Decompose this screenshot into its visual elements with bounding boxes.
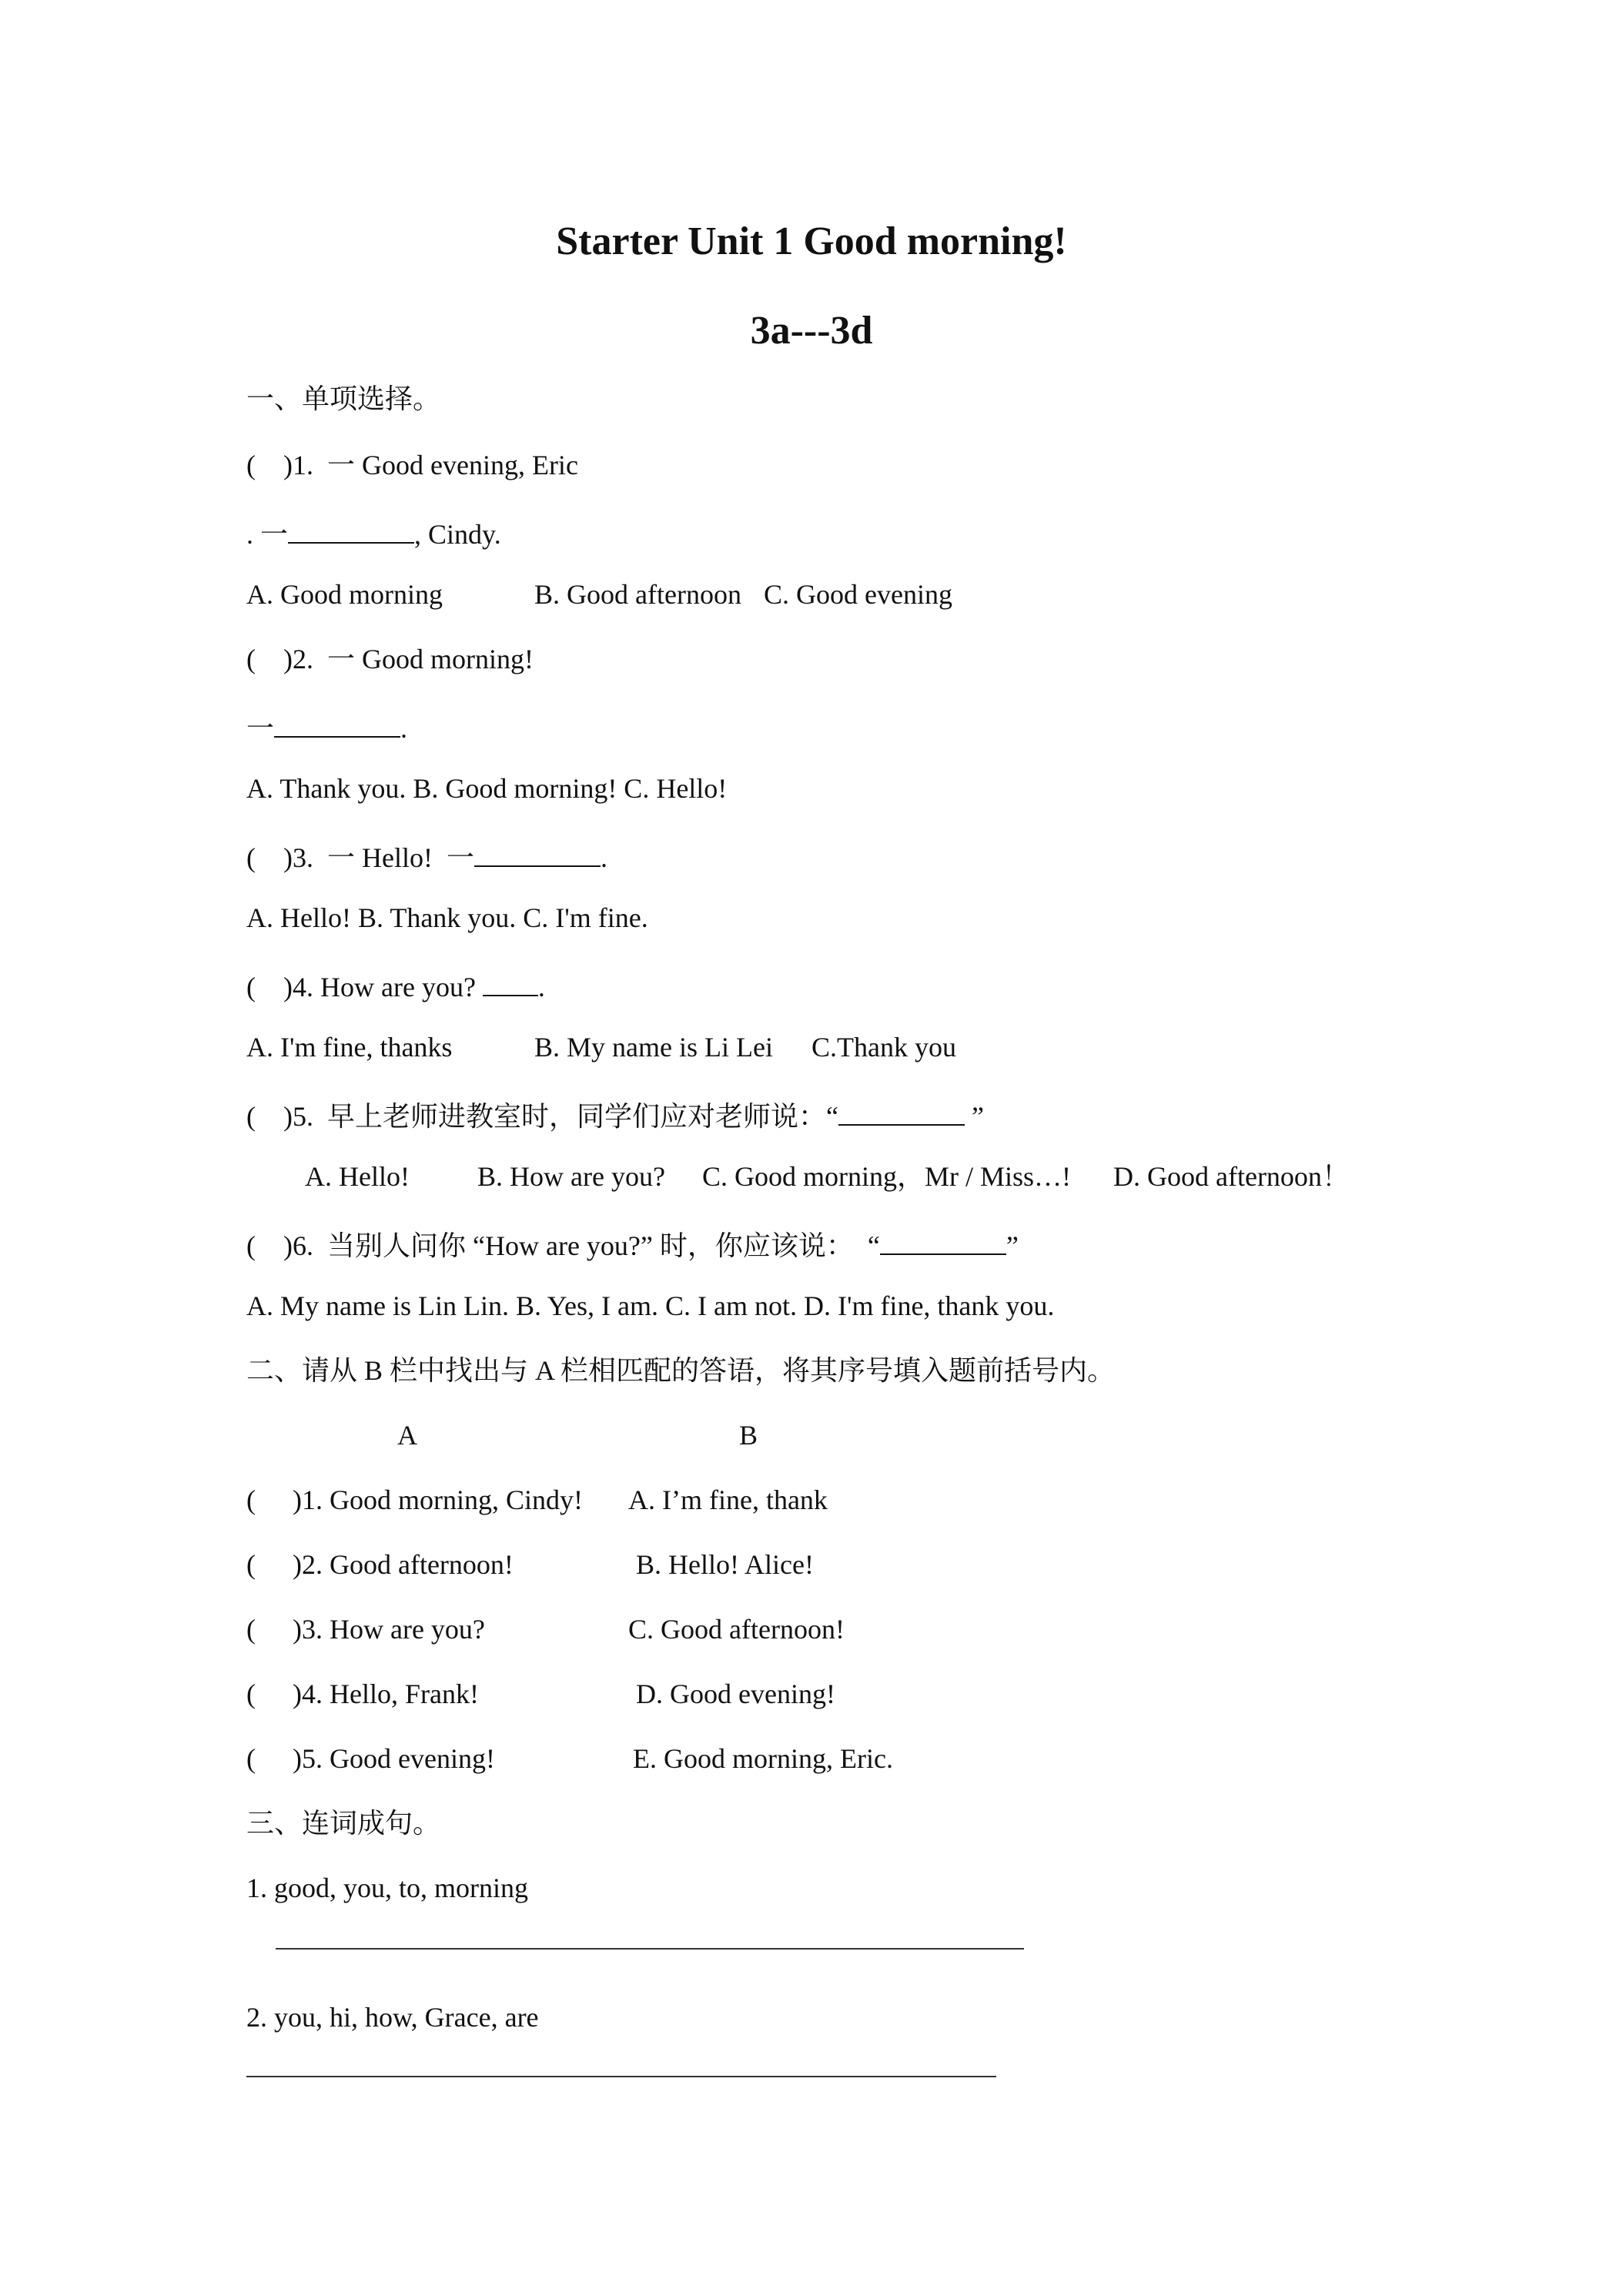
match-row: ( )4. Hello, Frank! D. Good evening! xyxy=(246,1678,835,1709)
question-1: ( )1. 一 Good evening, Eric xyxy=(246,450,578,480)
section2-heading: 二、请从 B 栏中找出与 A 栏相匹配的答语，将其序号填入题前括号内。 xyxy=(246,1355,1116,1386)
page-title: Starter Unit 1 Good morning! xyxy=(556,219,1067,263)
answer-blank[interactable] xyxy=(274,710,400,738)
page-subtitle: 3a---3d xyxy=(750,309,873,353)
reorder-item-1: 1. good, you, to, morning xyxy=(246,1873,528,1903)
answer-blank[interactable] xyxy=(288,516,414,544)
question-3-options: A. Hello! B. Thank you. C. I'm fine. xyxy=(246,902,648,933)
answer-blank[interactable] xyxy=(474,839,601,867)
answer-blank[interactable] xyxy=(483,969,538,996)
question-5: ( )5. 早上老师进教室时，同学们应对老师说：“ ” xyxy=(246,1098,984,1130)
question-6-options: A. My name is Lin Lin. B. Yes, I am. C. I am not. D. I'm fine, thank you. xyxy=(246,1290,1055,1321)
answer-blank[interactable] xyxy=(838,1098,965,1126)
section1-heading: 一、单项选择。 xyxy=(246,383,441,414)
question-2-options: A. Thank you. B. Good morning! C. Hello! xyxy=(246,773,728,804)
reorder-item-2: 2. you, hi, how, Grace, are xyxy=(246,2002,539,2033)
answer-line[interactable] xyxy=(276,1948,1024,1950)
column-b-label: B xyxy=(739,1420,758,1451)
question-4-options: A. I'm fine, thanks B. My name is Li Lei C.Thank you xyxy=(246,1032,956,1063)
column-a-label: A xyxy=(397,1420,417,1451)
match-row: ( )5. Good evening! E. Good morning, Eric. xyxy=(246,1743,893,1774)
question-5-options: A. Hello! B. How are you? C. Good morning，Mr / Miss…! D. Good afternoon！ xyxy=(305,1161,1350,1192)
section3-heading: 三、连词成句。 xyxy=(246,1808,441,1839)
answer-line[interactable] xyxy=(246,2076,996,2077)
match-row: ( )3. How are you? C. Good afternoon! xyxy=(246,1614,845,1645)
question-6: ( )6. 当别人问你 “How are you?” 时，你应该说： “ ” xyxy=(246,1227,1019,1260)
question-3: ( )3. 一 Hello! 一 . xyxy=(246,839,607,872)
question-4: ( )4. How are you? . xyxy=(246,969,545,1001)
question-2-answer-line: 一 . xyxy=(246,710,407,742)
match-row: ( )1. Good morning, Cindy! A. I’m fine, thank xyxy=(246,1484,828,1515)
question-2: ( )2. 一 Good morning! xyxy=(246,644,534,674)
question-1-options: A. Good morning B. Good afternoon C. Good evening xyxy=(246,579,952,610)
question-1-answer-line: . 一 , Cindy. xyxy=(246,516,501,548)
match-row: ( )2. Good afternoon! B. Hello! Alice! xyxy=(246,1549,814,1580)
answer-blank[interactable] xyxy=(880,1227,1006,1255)
